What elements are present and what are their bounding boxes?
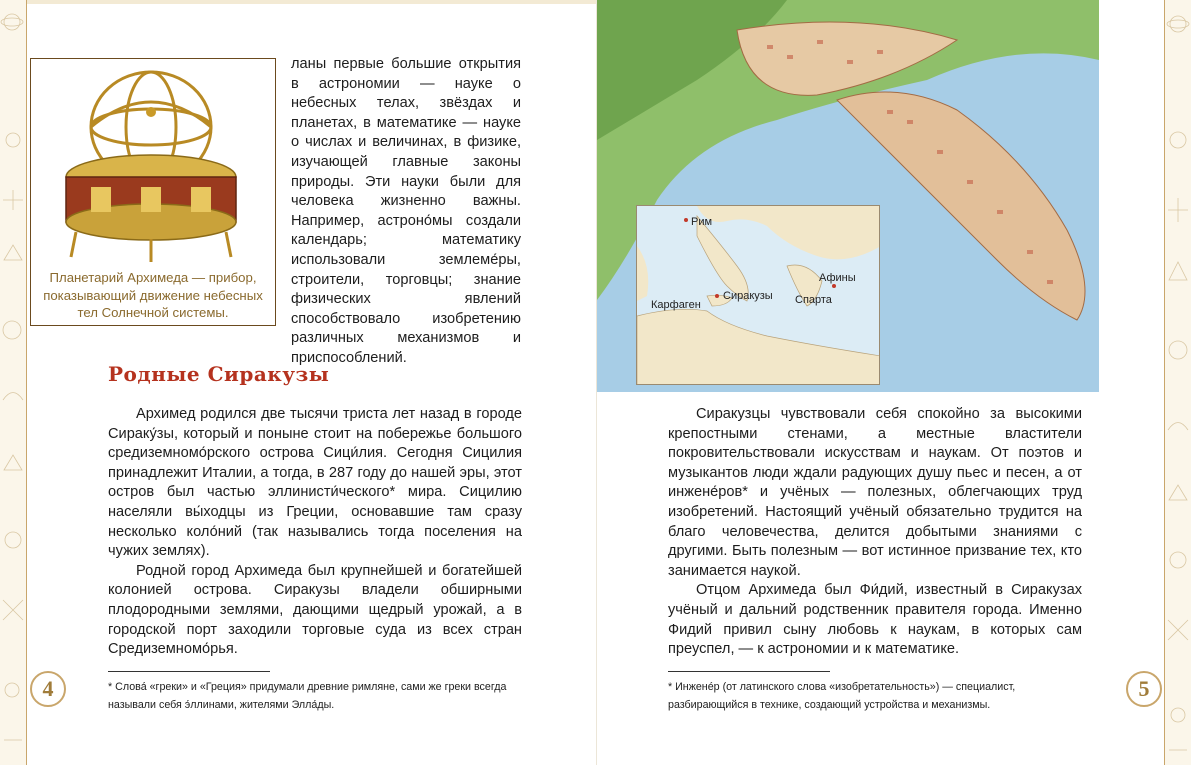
- planetarium-figure: [30, 58, 276, 326]
- science-doodles-icon: [0, 0, 26, 765]
- map-label-sparta: Спарта: [795, 294, 832, 306]
- syracuse-marker: [715, 294, 719, 298]
- top-page-bar: [27, 0, 598, 4]
- right-paragraph-1: Сиракузцы чувствовали себя спокойно за высокими крепостными стенами, а местные властители покровительствовали искусствам и наукам. От поэтов и музыкантов люди ждали радующих душу пьес и песен, а от инжене́ров* и учёных — полезных, облегчающих труд изобретений. Настоящий учёный обязательно трудится на благо человечества, делится добытыми знаниями с другими. Быть полезным — вот истинное призвание тех, кто занимается наукой.: [668, 406, 1082, 579]
- left-footnote: * Слова́ «греки» и «Греция» придумали древние римляне, сами же греки всегда называли себя э́ллинами, жителями Элла́ды.: [108, 681, 507, 711]
- science-doodles-icon: [1165, 0, 1191, 765]
- section-heading: Родные Сиракузы: [108, 362, 330, 386]
- mediterranean-map: [636, 205, 880, 385]
- right-footnote: * Инжене́р (от латинского слова «изобретательность») — специалист, разбирающийся в технике, создающий устройства и механизмы.: [668, 681, 1016, 711]
- left-footnote-rule: [108, 671, 270, 672]
- map-label-syracuse: Сиракузы: [723, 290, 773, 302]
- planetarium-illustration-icon: [51, 67, 261, 267]
- rome-marker: [684, 218, 688, 222]
- left-body-text: [108, 405, 522, 660]
- left-paragraph-2: Родной город Архимеда был крупнейшей и богатейшей колонией острова. Сиракузы владели обширными плодородными землями, дающими щедрый урожай, а в городской порт заходили торговые суда из всех стран Средиземномо́рья.: [108, 562, 522, 658]
- planetarium-caption: Планетарий Архимеда — прибор, показывающий движение небесных тел Солнечной системы.: [43, 270, 263, 320]
- left-paragraph-1: Архимед родился две тысячи триста лет назад в городе Сираку́зы, который и поныне стоит на побережье большого средиземномо́рского острова Сици́лия. Сегодня Сицилия принадлежит Италии, а тогда, в 287 году до нашей эры, этот остров был частью эллинисти́ческого* мира. Сицилию населяли вы́ходцы из Греции, основавшие там сразу несколько коло́ний (так назывались тогда поселения на чужих землях).: [108, 406, 522, 560]
- intro-paragraph: ланы первые большие открытия в астрономии — науке о небесных телах, звёздах и планетах, в математике — науке о числах и величинах, в физике, изучающей главные законы природы. Эти науки были для человека жизненно важны. Например, астроно́мы создали календарь; математику использовали землеме́ры, строители, торговцы; знание физических явлений способствовало изобретению различных механизмов и приспособлений.: [291, 56, 521, 366]
- page-number-left: 4: [30, 671, 66, 707]
- map-label-rome: Рим: [691, 216, 713, 228]
- left-margin-decoration: [0, 0, 27, 765]
- right-body-text: [668, 405, 1082, 660]
- right-margin-decoration: [1164, 0, 1191, 765]
- athens-marker: [832, 284, 836, 288]
- map-label-athens: Афины: [819, 272, 856, 284]
- right-footnote-rule: [668, 671, 830, 672]
- right-paragraph-2: Отцом Архимеда был Фи́дий, известный в Сиракузах учёный и дальний родственник правителя города. Именно Фидий привил сыну любовь к наукам, в которых сам преуспел, — к астрономии и к математике.: [668, 582, 1082, 658]
- map-label-carthage: Карфаген: [651, 299, 701, 311]
- page-number-right: 5: [1126, 671, 1162, 707]
